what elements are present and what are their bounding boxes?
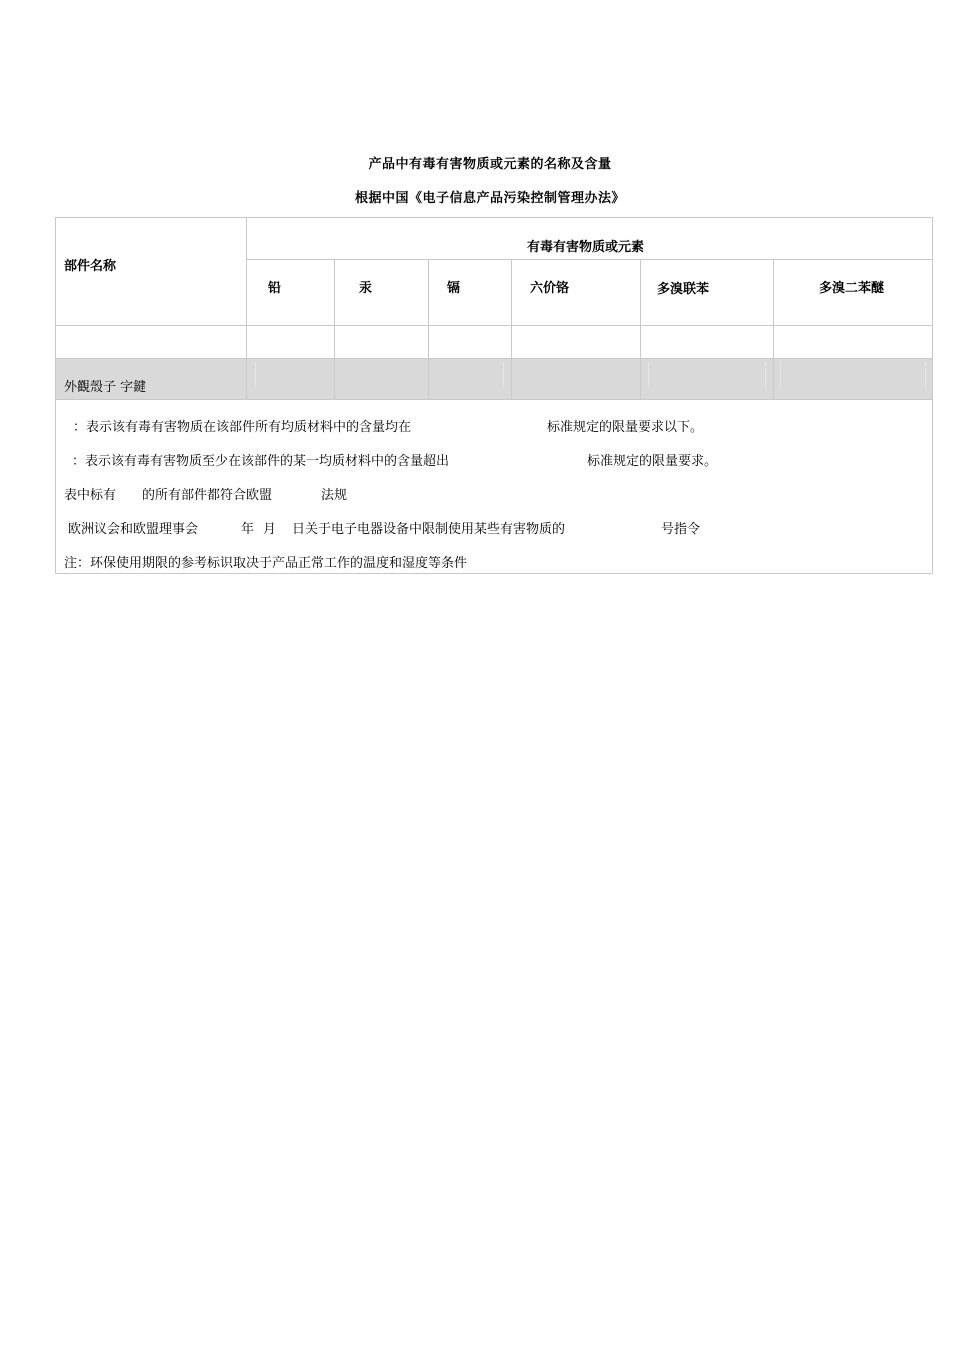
part-name-cell: 外觀殼子 字鍵 — [64, 380, 147, 395]
note-line-5: 注：环保使用期限的参考标识取决于产品正常工作的温度和湿度等条件 — [64, 556, 468, 571]
note-4-text-c: 月 — [263, 522, 277, 537]
note-2-text-b: 标准规定的限量要求。 — [587, 454, 718, 469]
note-line-3 — [64, 484, 348, 503]
document-subtitle: 根据中国《电子信息产品污染控制管理办法》 — [354, 191, 625, 206]
column-header-hexavalent-chromium: 六价铬 — [530, 281, 570, 296]
table-row-shaded — [56, 358, 932, 399]
note-3-text-a: 表中标有 — [64, 488, 117, 503]
note-4-text-b: 年 — [241, 522, 255, 537]
note-4-text-d: 日关于电子电器设备中限制使用某些有害物质的 — [292, 522, 566, 537]
note-4-text-e: 号指令 — [661, 522, 701, 537]
note-line-4 — [68, 518, 701, 537]
substances-group-header: 有毒有害物质或元素 — [527, 240, 645, 255]
note-line-2 — [72, 450, 718, 469]
note-1-text-a: ：表示该有毒有害物质在该部件所有均质材料中的含量均在 — [73, 420, 412, 435]
note-1-text-b: 标准规定的限量要求以下。 — [547, 420, 704, 435]
note-4-text-a: 欧洲议会和欧盟理事会 — [68, 522, 199, 537]
note-3-text-c: 法规 — [321, 488, 348, 503]
column-header-pbb: 多溴联苯 — [657, 282, 710, 297]
part-name-header: 部件名称 — [64, 259, 117, 274]
document-title: 产品中有毒有害物质或元素的名称及含量 — [368, 157, 612, 172]
column-header-lead: 铅 — [268, 281, 282, 296]
column-header-pbde: 多溴二苯醚 — [819, 281, 885, 296]
note-line-1 — [73, 416, 704, 435]
note-2-text-a: ：表示该有毒有害物质至少在该部件的某一均质材料中的含量超出 — [72, 454, 450, 469]
column-header-cadmium: 镉 — [447, 281, 461, 296]
column-header-mercury: 汞 — [359, 281, 373, 296]
note-3-text-b: 的所有部件都符合欧盟 — [142, 488, 273, 503]
